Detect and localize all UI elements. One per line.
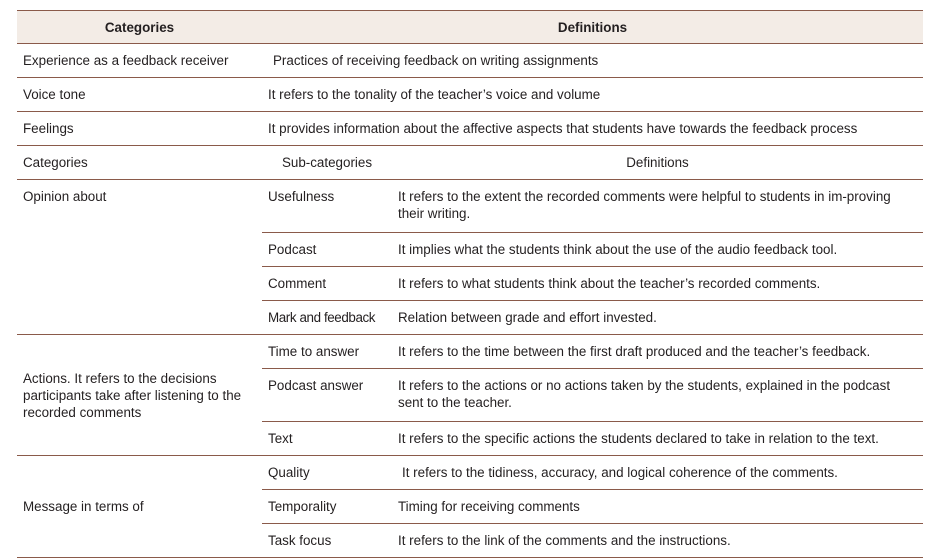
subcategory-cell: Usefulness (262, 180, 392, 233)
definition-cell: Timing for receiving comments (392, 490, 923, 524)
subheader-definitions: Definitions (392, 146, 923, 180)
definition-cell: Practices of receiving feedback on writing assignments (262, 44, 923, 78)
group-category: Message in terms of (17, 456, 262, 558)
definition-cell: It refers to the link of the comments and the instructions. (392, 524, 923, 558)
subcategory-cell: Temporality (262, 490, 392, 524)
group-category: Actions. It refers to the decisions participants take after listening to the recorded comments (17, 335, 262, 456)
definition-cell: Relation between grade and effort invested. (392, 301, 923, 335)
header-definitions: Definitions (262, 11, 923, 44)
definition-cell: It refers to the actions or no actions taken by the students, explained in the podcast sent to the teacher. (392, 369, 923, 422)
subheader-categories: Categories (17, 146, 262, 180)
header-categories: Categories (17, 11, 262, 44)
definition-cell: It provides information about the affective aspects that students have towards the feedback process (262, 112, 923, 146)
category-cell: Voice tone (17, 78, 262, 112)
categories-table (17, 10, 923, 558)
definition-cell: It refers to the extent the recorded comments were helpful to students in im-proving their writing. (392, 180, 923, 233)
category-cell: Experience as a feedback receiver (17, 44, 262, 78)
definition-cell: It refers to the tidiness, accuracy, and logical coherence of the comments. (392, 456, 923, 490)
subcategory-cell: Podcast (262, 233, 392, 267)
subcategory-cell: Time to answer (262, 335, 392, 369)
definition-cell: It implies what the students think about the use of the audio feedback tool. (392, 233, 923, 267)
subcategory-cell: Comment (262, 267, 392, 301)
definition-cell: It refers to the tonality of the teacher’s voice and volume (262, 78, 923, 112)
definition-cell: It refers to what students think about the teacher’s recorded comments. (392, 267, 923, 301)
definition-cell: It refers to the specific actions the students declared to take in relation to the text. (392, 422, 923, 456)
subheader-subcategories: Sub-categories (262, 146, 392, 180)
definition-cell: It refers to the time between the first draft produced and the teacher’s feedback. (392, 335, 923, 369)
subcategory-cell: Text (262, 422, 392, 456)
subcategory-cell: Mark and feedback (262, 301, 392, 335)
group-category: Opinion about (17, 180, 262, 335)
subcategory-cell: Podcast answer (262, 369, 392, 422)
category-cell: Feelings (17, 112, 262, 146)
subcategory-cell: Task focus (262, 524, 392, 558)
subcategory-cell: Quality (262, 456, 392, 490)
